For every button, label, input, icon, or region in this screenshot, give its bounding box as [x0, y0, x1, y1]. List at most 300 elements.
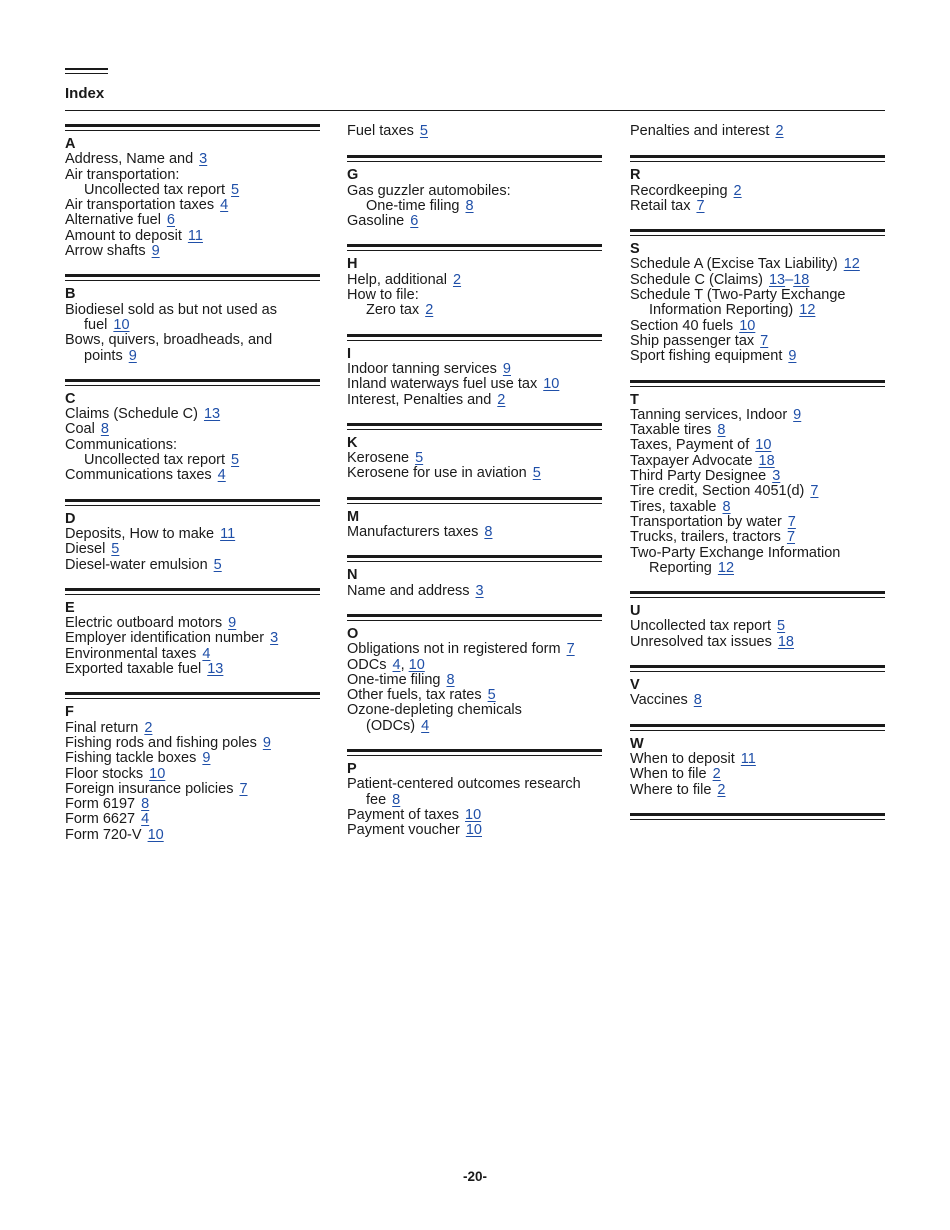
index-entry [65, 183, 320, 198]
index-entry-label: Penalties and interest [630, 123, 770, 139]
index-entry-label: Fishing rods and fishing poles [65, 734, 257, 751]
index-entry-label: Manufacturers taxes [347, 524, 479, 541]
page-link[interactable]: 6 [166, 212, 175, 229]
index-entry-label: Alternative fuel [65, 212, 161, 229]
index-group [347, 614, 602, 734]
page-link[interactable]: 7 [760, 332, 769, 349]
section-divider [65, 499, 320, 506]
page-link[interactable]: 7 [786, 529, 796, 546]
index-entry-label: Tires, taxable [630, 498, 717, 515]
index-entry [347, 658, 602, 673]
page-link[interactable]: 9 [151, 243, 160, 260]
index-entry-label: Form 6627 [65, 811, 136, 828]
index-entry-label: Schedule T (Two-Party Exchange Information Reporting) [630, 287, 846, 319]
page-link[interactable]: 8 [392, 791, 401, 808]
page-link[interactable]: 11 [187, 227, 203, 244]
section-divider [347, 244, 602, 251]
page-separator: , [400, 656, 409, 673]
index-entry [630, 199, 885, 214]
index-entry-label: Fuel taxes [347, 123, 414, 139]
index-entry-label: Final return [65, 719, 139, 736]
index-entry-label: Sport fishing equipment [630, 348, 783, 365]
index-entry-label: Address, Name and [65, 151, 194, 168]
index-group [65, 499, 320, 573]
section-letter: F [65, 704, 74, 721]
section-letter: U [630, 603, 641, 620]
page-link[interactable]: 5 [415, 450, 424, 467]
section-letter: A [65, 136, 76, 152]
page-link[interactable]: 13 [207, 661, 224, 678]
index-entry [630, 530, 885, 545]
index-entry [347, 184, 602, 199]
index-entry [65, 303, 320, 334]
section-divider [347, 497, 602, 504]
index-entry-label: Communications taxes [65, 467, 212, 484]
index-entry-label: Claims (Schedule C) [65, 406, 198, 423]
page-link[interactable]: 10 [113, 316, 130, 333]
index-entry-label: Obligations not in registered form [347, 641, 561, 658]
section-letter: N [347, 567, 358, 584]
index-entry [630, 273, 885, 288]
page-link[interactable]: 6 [410, 213, 419, 230]
page-link[interactable]: 4 [202, 645, 211, 662]
index-group [347, 555, 602, 599]
index-entry [630, 619, 885, 634]
index-entry [65, 407, 320, 422]
index-entry [65, 736, 320, 751]
index-entry [347, 703, 602, 718]
index-entry-label: Electric outboard motors [65, 615, 223, 632]
index-entry-label: Indoor tanning services [347, 360, 497, 377]
index-entry [65, 422, 320, 437]
index-entry [65, 198, 320, 213]
page-link[interactable]: 5 [231, 181, 240, 198]
page-link[interactable]: 3 [199, 151, 208, 168]
page-link[interactable]: 2 [712, 766, 721, 783]
index-entry [630, 408, 885, 423]
index-entry [65, 647, 320, 662]
page-link[interactable]: 11 [740, 750, 756, 767]
index-entry-label: Gas guzzler automobiles: [347, 182, 511, 199]
section-letter: S [630, 241, 640, 258]
index-group [630, 229, 885, 364]
page-link[interactable]: 8 [722, 498, 731, 515]
section-letter: P [347, 761, 357, 778]
index-entry-label: Bows, quivers, broadheads, and points [65, 332, 273, 364]
page-link[interactable]: 5 [419, 123, 428, 139]
index-entry [65, 527, 320, 542]
page-link[interactable]: 2 [775, 123, 784, 139]
index-entry-label: Tanning services, Indoor [630, 406, 788, 423]
section-letter: H [347, 256, 358, 273]
index-group [65, 692, 320, 843]
page-link[interactable]: 5 [231, 452, 240, 469]
index-entry [630, 184, 885, 199]
index-entry [65, 468, 320, 483]
index-entry-label: Environmental taxes [65, 645, 197, 662]
index-entry-label: Foreign insurance policies [65, 780, 234, 797]
index-entry-label: Transportation by water [630, 513, 782, 530]
page-link[interactable]: 9 [502, 360, 511, 377]
index-entry-label: Biodiesel sold as but not used as fuel [65, 301, 277, 333]
section-letter: B [65, 286, 76, 303]
index-entry [630, 319, 885, 334]
page-link[interactable]: 12 [717, 559, 735, 576]
section-letter: G [347, 167, 359, 184]
index-entry [630, 767, 885, 782]
index-entry-label: One-time filing [366, 197, 460, 214]
index-entry-label: Unresolved tax issues [630, 633, 772, 650]
section-letter: T [630, 391, 639, 408]
index-entry-label: Tire credit, Section 4051(d) [630, 483, 805, 500]
page-link[interactable]: 3 [475, 582, 484, 599]
index-entry-label: Other fuels, tax rates [347, 687, 482, 704]
page-link[interactable]: 10 [543, 376, 560, 393]
page-link[interactable]: 10 [465, 806, 482, 823]
top-decorative-rule [65, 68, 108, 74]
index-entry [630, 484, 885, 499]
index-group [630, 665, 885, 709]
index-group [630, 724, 885, 798]
index-entry [630, 783, 885, 798]
index-entry-label: Fishing tackle boxes [65, 750, 197, 767]
index-entry-label: Two-Party Exchange Information Reporting [630, 544, 841, 576]
page-link[interactable]: 7 [566, 641, 575, 658]
index-group [347, 749, 602, 838]
index-entry [65, 631, 320, 646]
index-entry [630, 334, 885, 349]
index-group [630, 155, 885, 214]
section-divider [630, 665, 885, 672]
section-letter: I [347, 345, 352, 362]
index-entry [347, 673, 602, 688]
page-link[interactable]: 9 [793, 406, 802, 423]
page-link[interactable]: 8 [693, 692, 702, 709]
section-divider [630, 591, 885, 598]
index-entry-label: Coal [65, 421, 95, 438]
index-entry [347, 719, 602, 734]
index-entry [65, 213, 320, 228]
index-entry [65, 662, 320, 677]
index-entry [630, 500, 885, 515]
index-entry-label: Schedule C (Claims) [630, 271, 763, 288]
index-group [65, 274, 320, 363]
section-divider [347, 334, 602, 341]
index-entry-label: When to file [630, 766, 707, 783]
page-link[interactable]: 10 [147, 826, 164, 843]
index-entry-label: Taxpayer Advocate [630, 452, 753, 469]
index-entry-label: Uncollected tax report [84, 452, 226, 469]
page-number: -20- [462, 1169, 487, 1184]
index-entry-label: Zero tax [366, 302, 420, 319]
index-entry-label: Amount to deposit [65, 227, 182, 244]
index-entry-label: ODCs [347, 656, 387, 673]
index-entry [347, 362, 602, 377]
index-entry-label: Schedule A (Excise Tax Liability) [630, 256, 838, 273]
index-entry [347, 823, 602, 838]
index-entry-label: Form 720-V [65, 826, 142, 843]
page-link[interactable]: 12 [843, 256, 860, 273]
index-group [347, 124, 602, 139]
title-divider [65, 110, 885, 111]
index-entry-label: Payment of taxes [347, 806, 460, 823]
index-entry [630, 693, 885, 708]
page-link[interactable]: 12 [799, 302, 816, 319]
index-entry-label: Uncollected tax report [84, 181, 226, 198]
page-link[interactable]: 2 [144, 719, 153, 736]
index-entry-label: Help, additional [347, 271, 447, 288]
page-link[interactable]: 5 [487, 687, 496, 704]
page-link[interactable]: 9 [228, 615, 237, 632]
section-divider [347, 555, 602, 562]
page-link[interactable]: 8 [141, 796, 150, 813]
index-entry-label: Taxable tires [630, 422, 712, 439]
section-letter: W [630, 735, 644, 752]
page-link[interactable]: 18 [758, 452, 775, 469]
index-entry [630, 438, 885, 453]
section-divider [65, 588, 320, 595]
index-entry [347, 688, 602, 703]
index-entry-label: Communications: [65, 436, 178, 453]
index-group [65, 379, 320, 484]
index-entry [347, 214, 602, 229]
index-column-3 [630, 124, 885, 826]
index-entry-label: Air transportation taxes [65, 197, 215, 214]
index-group [347, 155, 602, 229]
index-entry-label: Uncollected tax report [630, 618, 772, 635]
index-group [347, 334, 602, 408]
index-entry [65, 333, 320, 364]
index-entry [65, 558, 320, 573]
page-link[interactable]: 7 [239, 780, 248, 797]
page-link[interactable]: 11 [220, 525, 236, 542]
index-entry [347, 273, 602, 288]
index-entry [347, 525, 602, 540]
page-link[interactable]: 5 [532, 465, 541, 482]
page-link[interactable]: 8 [446, 671, 455, 688]
index-entry-label: Gasoline [347, 213, 405, 230]
index-group [630, 124, 885, 139]
section-divider [630, 229, 885, 236]
index-entry-label: Retail tax [630, 197, 691, 214]
index-entry [347, 466, 602, 481]
section-divider [347, 614, 602, 621]
page-link[interactable]: 10 [465, 822, 482, 839]
index-entry [630, 752, 885, 767]
index-column-1 [65, 124, 320, 858]
index-entry [347, 393, 602, 408]
index-entry [65, 828, 320, 843]
index-entry [65, 782, 320, 797]
index-entry [630, 469, 885, 484]
page-link[interactable]: 10 [755, 437, 772, 454]
index-group [630, 591, 885, 650]
index-entry-label: Ship passenger tax [630, 332, 755, 349]
index-entry [65, 453, 320, 468]
section-letter: D [65, 510, 76, 527]
index-entry [347, 642, 602, 657]
index-entry [65, 751, 320, 766]
index-entry-label: Form 6197 [65, 796, 136, 813]
section-divider [65, 379, 320, 386]
page-link[interactable]: 18 [793, 271, 810, 288]
index-entry [65, 542, 320, 557]
page-link[interactable]: 8 [717, 422, 726, 439]
page-link[interactable]: 2 [425, 302, 434, 319]
page-link[interactable]: 8 [465, 197, 474, 214]
index-entry [65, 168, 320, 183]
page-link[interactable]: 4 [217, 467, 226, 484]
page-link[interactable]: 5 [213, 556, 222, 573]
page-link[interactable]: 7 [696, 197, 705, 214]
index-entry [347, 451, 602, 466]
index-group [347, 497, 602, 541]
index-entry [630, 515, 885, 530]
index-entry [65, 721, 320, 736]
index-entry [630, 288, 885, 319]
section-divider [630, 724, 885, 731]
page-link[interactable]: 8 [484, 524, 493, 541]
index-entry [347, 777, 602, 808]
index-entry-label: Kerosene for use in aviation [347, 465, 527, 482]
index-entry-label: Third Party Designee [630, 468, 767, 485]
page-link[interactable]: 2 [717, 781, 726, 798]
page-link[interactable]: 3 [270, 630, 279, 647]
index-entry-label: Arrow shafts [65, 243, 146, 260]
index-entry [630, 257, 885, 272]
index-entry-label: Name and address [347, 582, 470, 599]
section-letter: K [347, 434, 358, 451]
section-divider [630, 380, 885, 387]
index-entry [630, 349, 885, 364]
index-entry [630, 423, 885, 438]
index-entry [347, 303, 602, 318]
index-entry-label: Ozone-depleting chemicals [347, 702, 522, 719]
section-letter: V [630, 677, 640, 694]
index-entry [347, 377, 602, 392]
index-entry-label: Exported taxable fuel [65, 661, 202, 678]
index-entry [630, 124, 885, 139]
page-link[interactable]: 10 [408, 656, 425, 673]
index-entry-label: Where to file [630, 781, 712, 798]
page-link[interactable]: 9 [128, 347, 137, 364]
index-entry-label: How to file: [347, 287, 419, 304]
section-divider [65, 692, 320, 699]
index-entry-label: Trucks, trailers, tractors [630, 529, 781, 546]
page-link[interactable]: 10 [739, 317, 756, 334]
page-link[interactable]: 2 [733, 182, 742, 199]
index-entry-label: (ODCs) [366, 717, 416, 734]
index-entry-label: Floor stocks [65, 765, 144, 782]
page-title: Index [65, 85, 105, 102]
page-link[interactable]: 13 [768, 271, 786, 288]
section-divider [630, 813, 885, 820]
index-entry-label: Employer identification number [65, 630, 265, 647]
index-entry-label: Kerosene [347, 450, 410, 467]
index-entry [65, 229, 320, 244]
index-entry-label: Air transportation: [65, 166, 180, 183]
index-entry [65, 797, 320, 812]
index-group [65, 124, 320, 259]
index-entry-label: Diesel [65, 541, 106, 558]
section-divider [347, 423, 602, 430]
index-entry [347, 584, 602, 599]
index-entry-label: When to deposit [630, 750, 735, 767]
page-link[interactable]: 9 [262, 734, 271, 751]
page-link[interactable]: 5 [777, 618, 786, 635]
page-link[interactable]: 18 [777, 633, 794, 650]
index-entry-label: Recordkeeping [630, 182, 728, 199]
index-entry [630, 635, 885, 650]
index-entry-label: One-time filing [347, 671, 441, 688]
index-entry-label: Payment voucher [347, 822, 460, 839]
index-entry-label: Interest, Penalties and [347, 391, 492, 408]
page-link[interactable]: 8 [100, 421, 109, 438]
index-entry-label: Inland waterways fuel use tax [347, 376, 538, 393]
page-link[interactable]: 4 [392, 656, 401, 673]
index-entry [65, 244, 320, 259]
index-group [347, 244, 602, 318]
page-link[interactable]: 7 [810, 483, 819, 500]
section-divider [347, 749, 602, 756]
section-divider [65, 124, 320, 131]
index-entry [65, 152, 320, 167]
page-link[interactable]: 3 [772, 468, 781, 485]
index-entry [630, 546, 885, 577]
index-entry-label: Taxes, Payment of [630, 437, 750, 454]
index-group [630, 380, 885, 577]
page-link[interactable]: 13 [203, 406, 221, 423]
page-link[interactable]: 9 [202, 750, 211, 767]
section-letter: C [65, 390, 76, 407]
page-link[interactable]: 10 [149, 765, 166, 782]
index-entry-label: Deposits, How to make [65, 525, 215, 542]
index-entry [347, 199, 602, 214]
page-link[interactable]: 2 [497, 391, 506, 408]
index-entry [347, 124, 602, 139]
page-link[interactable]: 4 [220, 197, 229, 214]
section-divider [630, 155, 885, 162]
index-group [347, 423, 602, 482]
index-group [65, 588, 320, 677]
page-link[interactable]: 4 [421, 717, 430, 734]
index-entry [65, 767, 320, 782]
page-link[interactable]: 2 [452, 271, 462, 288]
index-entry [630, 454, 885, 469]
section-letter: R [630, 167, 641, 184]
section-letter: O [347, 625, 359, 642]
section-divider [65, 274, 320, 281]
page-link[interactable]: 7 [787, 513, 796, 530]
page-link[interactable]: 4 [141, 811, 150, 828]
index-entry [65, 438, 320, 453]
index-entry [347, 288, 602, 303]
index-entry [65, 616, 320, 631]
index-entry-label: Vaccines [630, 692, 688, 709]
index-entry [347, 808, 602, 823]
section-divider [347, 155, 602, 162]
page-link[interactable]: 5 [111, 541, 120, 558]
page-link[interactable]: 9 [788, 348, 797, 365]
index-entry [65, 812, 320, 827]
index-entry-label: Section 40 fuels [630, 317, 734, 334]
page-separator: – [785, 271, 794, 288]
index-entry-label: Patient-centered outcomes research fee [347, 776, 581, 808]
index-column-2 [347, 124, 602, 854]
section-letter: E [65, 599, 75, 616]
index-entry-label: Diesel-water emulsion [65, 556, 208, 573]
section-letter: M [347, 508, 360, 525]
